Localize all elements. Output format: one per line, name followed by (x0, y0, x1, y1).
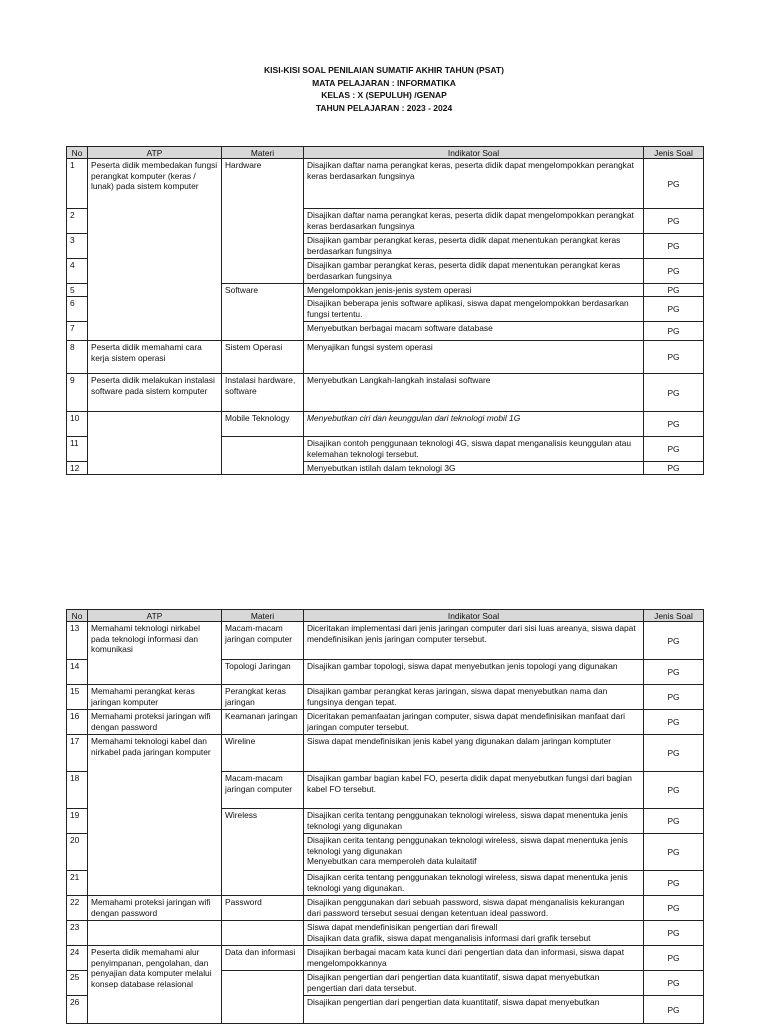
cell-indikator: Disajikan daftar nama perangkat keras, peserta didik dapat mengelompokkan perangkat keras berdasarkan fungsinya (304, 159, 644, 209)
cell-jenis: PG (644, 412, 704, 437)
indikator-line: Menyebutkan cara memperoleh data kulaitatif (307, 856, 477, 867)
cell-materi: Data dan informasi (222, 946, 304, 971)
cell-indikator: Menyebutkan ciri dan keunggulan dari teknologi mobil 1G (304, 412, 644, 437)
cell-atp (88, 412, 222, 475)
col-header-materi: Materi (222, 147, 304, 159)
cell-jenis: PG (644, 259, 704, 284)
table-row (67, 622, 704, 660)
cell-no: 11 (67, 437, 88, 462)
cell-no: 3 (67, 234, 88, 259)
cell-indikator: Disajikan beberapa jenis software aplikasi, siswa dapat mengelompokkan berdasarkan fungsi tertentu. (304, 297, 644, 322)
cell-atp: Memahami teknologi kabel dan nirkabel pada jaringan komputer (88, 735, 222, 896)
cell-materi (222, 437, 304, 475)
cell-jenis: PG (644, 834, 704, 871)
cell-jenis: PG (644, 971, 704, 996)
cell-indikator: Disajikan berbagai macam kata kunci dari pengertian data dan informasi, siswa dapat mengelompokkannya (304, 946, 644, 971)
cell-atp: Peserta didik melakukan instalasi software pada sistem komputer (88, 374, 222, 412)
cell-no: 12 (67, 462, 88, 475)
document-header (0, 64, 768, 114)
cell-materi: Keamanan jaringan (222, 710, 304, 735)
kisi-kisi-table-2 (66, 609, 704, 1024)
cell-jenis: PG (644, 735, 704, 772)
cell-no: 8 (67, 341, 88, 374)
cell-materi: Software (222, 284, 304, 341)
cell-jenis: PG (644, 374, 704, 412)
header-year: TAHUN PELAJARAN : 2023 - 2024 (315, 102, 453, 113)
cell-indikator (304, 921, 644, 946)
table-row (67, 710, 704, 735)
cell-materi: Wireless (222, 809, 304, 896)
cell-no: 13 (67, 622, 88, 660)
cell-indikator: Menyebutkan istilah dalam teknologi 3G (304, 462, 644, 475)
cell-indikator: Menyebutkan berbagai macam software database (304, 322, 644, 341)
cell-jenis: PG (644, 660, 704, 685)
cell-no: 22 (67, 896, 88, 921)
cell-no: 26 (67, 996, 88, 1024)
cell-materi: Instalasi hardware, software (222, 374, 304, 412)
cell-no: 25 (67, 971, 88, 996)
cell-jenis: PG (644, 871, 704, 896)
cell-no: 21 (67, 871, 88, 896)
cell-jenis: PG (644, 297, 704, 322)
cell-jenis: PG (644, 341, 704, 374)
cell-no: 20 (67, 834, 88, 871)
cell-indikator: Diceritakan pemanfaatan jaringan computer, siswa dapat mendefinisikan manfaat dari jaringan computer tersebut. (304, 710, 644, 735)
cell-jenis: PG (644, 685, 704, 710)
indikator-line: Siswa dapat mendefinisikan pengertian dari firewall (307, 922, 498, 932)
cell-jenis: PG (644, 462, 704, 475)
table-header-row (67, 610, 704, 622)
table-row (67, 341, 704, 374)
cell-no: 5 (67, 284, 88, 297)
cell-indikator: Disajikan gambar perangkat keras, peserta didik dapat menentukan perangkat keras berdasarkan fungsinya (304, 259, 644, 284)
cell-materi: Wireline (222, 735, 304, 772)
cell-atp: Memahami proteksi jaringan wifi dengan password (88, 710, 222, 735)
cell-indikator: Disajikan pengertian dari pengertian data kuantitatif, siswa dapat menyebutkan pengertian dari data tersebut. (304, 971, 644, 996)
col-header-atp: ATP (88, 610, 222, 622)
col-header-jenis: Jenis Soal (644, 610, 704, 622)
table-row (67, 374, 704, 412)
cell-materi: Password (222, 896, 304, 921)
cell-materi: Mobile Teknology (222, 412, 304, 437)
cell-indikator: Disajikan gambar bagian kabel FO, peserta didik dapat menyebutkan fungsi dari bagian kabel FO tersebut. (304, 772, 644, 809)
cell-no: 16 (67, 710, 88, 735)
cell-jenis: PG (644, 622, 704, 660)
cell-no: 6 (67, 297, 88, 322)
table-row (67, 735, 704, 772)
cell-atp: Memahami proteksi jaringan wifi dengan password (88, 896, 222, 921)
cell-indikator: Disajikan gambar perangkat keras, peserta didik dapat menentukan perangkat keras berdasarkan fungsinya (304, 234, 644, 259)
col-header-indikator: Indikator Soal (304, 610, 644, 622)
cell-indikator: Siswa dapat mendefinisikan jenis kabel yang digunakan dalam jaringan komptuter (304, 735, 644, 772)
cell-materi: Perangkat keras jaringan (222, 685, 304, 710)
cell-no: 24 (67, 946, 88, 971)
cell-jenis: PG (644, 921, 704, 946)
cell-no: 19 (67, 809, 88, 834)
cell-indikator: Disajikan cerita tentang penggunakan teknologi wireless, siswa dapat menentuka jenis teknologi yang digunakan (304, 809, 644, 834)
cell-indikator: Disajikan gambar perangkat keras jaringan, siswa dapat menyebutkan nama dan fungsinya dengan tepat. (304, 685, 644, 710)
cell-atp: Peserta didik memahami alur penyimpanan, pengolahan, dan penyajian data komputer melalui konsep database relasional (88, 946, 222, 1024)
cell-no: 23 (67, 921, 88, 946)
indikator-line: Disajikan data grafik, siswa dapat menganalisis informasi dari grafik tersebut (307, 932, 591, 943)
cell-atp: Memahami teknologi nirkabel pada teknologi informasi dan komunikasi (88, 622, 222, 685)
cell-indikator: Disajikan contoh penggunaan teknologi 4G, siswa dapat menganalisis keunggulan atau kelemahan teknologi tersebut. (304, 437, 644, 462)
table-row (67, 159, 704, 209)
table-header-row (67, 147, 704, 159)
cell-no: 7 (67, 322, 88, 341)
col-header-no: No (67, 610, 88, 622)
cell-no: 18 (67, 772, 88, 809)
cell-atp (88, 921, 222, 946)
indikator-line: Disajikan cerita tentang penggunakan teknologi wireless, siswa dapat menentuka jenis teknologi yang digunakan (307, 835, 628, 856)
cell-indikator: Mengelompokkan jenis-jenis system operasi (304, 284, 644, 297)
cell-atp: Peserta didik memahami cara kerja sistem operasi (88, 341, 222, 374)
cell-no: 4 (67, 259, 88, 284)
cell-no: 14 (67, 660, 88, 685)
table-row (67, 921, 704, 946)
header-subject: MATA PELAJARAN : INFORMATIKA (312, 77, 456, 88)
cell-indikator: Diceritakan implementasi dari jenis jaringan computer dari sisi luas areanya, siswa dapat mendefinisikan jenis jaringan computer tersebut. (304, 622, 644, 660)
cell-jenis: PG (644, 710, 704, 735)
cell-jenis: PG (644, 809, 704, 834)
col-header-atp: ATP (88, 147, 222, 159)
cell-no: 2 (67, 209, 88, 234)
cell-materi (222, 921, 304, 946)
table-row (67, 685, 704, 710)
cell-indikator: Disajikan gambar topologi, siswa dapat menyebutkan jenis topologi yang digunakan (304, 660, 644, 685)
cell-atp: Memahami perangkat keras jaringan komputer (88, 685, 222, 710)
table-row (67, 412, 704, 437)
cell-no: 15 (67, 685, 88, 710)
cell-jenis: PG (644, 896, 704, 921)
cell-indikator: Disajikan pengertian dari pengertian data kuantitatif, siswa dapat menyebutkan (304, 996, 644, 1024)
cell-no: 17 (67, 735, 88, 772)
cell-indikator: Disajikan daftar nama perangkat keras, peserta didik dapat mengelompokkan perangkat keras berdasarkan fungsinya (304, 209, 644, 234)
cell-materi: Topologi Jaringan (222, 660, 304, 685)
cell-materi: Hardware (222, 159, 304, 284)
cell-jenis: PG (644, 772, 704, 809)
cell-jenis: PG (644, 284, 704, 297)
cell-indikator: Disajikan penggunakan dari sebuah password, siswa dapat menganalisis kekurangan dari password tersebut sesuai dengan ketentuan ideal password. (304, 896, 644, 921)
cell-materi: Sistem Operasi (222, 341, 304, 374)
table-row (67, 896, 704, 921)
cell-materi: Macam-macam jaringan computer (222, 622, 304, 660)
col-header-indikator: Indikator Soal (304, 147, 644, 159)
cell-jenis: PG (644, 437, 704, 462)
cell-jenis: PG (644, 946, 704, 971)
cell-indikator: Menyajikan fungsi system operasi (304, 341, 644, 374)
cell-indikator: Menyebutkan Langkah-langkah instalasi software (304, 374, 644, 412)
table-row (67, 946, 704, 971)
cell-jenis: PG (644, 209, 704, 234)
cell-no: 9 (67, 374, 88, 412)
cell-jenis: PG (644, 234, 704, 259)
cell-indikator (304, 834, 644, 871)
cell-indikator: Disajikan cerita tentang penggunakan teknologi wireless, siswa dapat menentuka jenis teknologi yang digunakan. (304, 871, 644, 896)
cell-atp: Peserta didik membedakan fungsi perangkat komputer (keras / lunak) pada sistem komputer (88, 159, 222, 341)
cell-no: 1 (67, 159, 88, 209)
col-header-no: No (67, 147, 88, 159)
header-class: KELAS : X (SEPULUH) /GENAP (321, 90, 447, 100)
col-header-jenis: Jenis Soal (644, 147, 704, 159)
kisi-kisi-table-1 (66, 146, 704, 475)
header-title: KISI-KISI SOAL PENILAIAN SUMATIF AKHIR TAHUN (PSAT) (264, 65, 504, 75)
col-header-materi: Materi (222, 610, 304, 622)
cell-no: 10 (67, 412, 88, 437)
cell-materi: Macam-macam jaringan computer (222, 772, 304, 809)
cell-jenis: PG (644, 159, 704, 209)
cell-jenis: PG (644, 996, 704, 1024)
cell-materi (222, 971, 304, 1024)
cell-jenis: PG (644, 322, 704, 341)
